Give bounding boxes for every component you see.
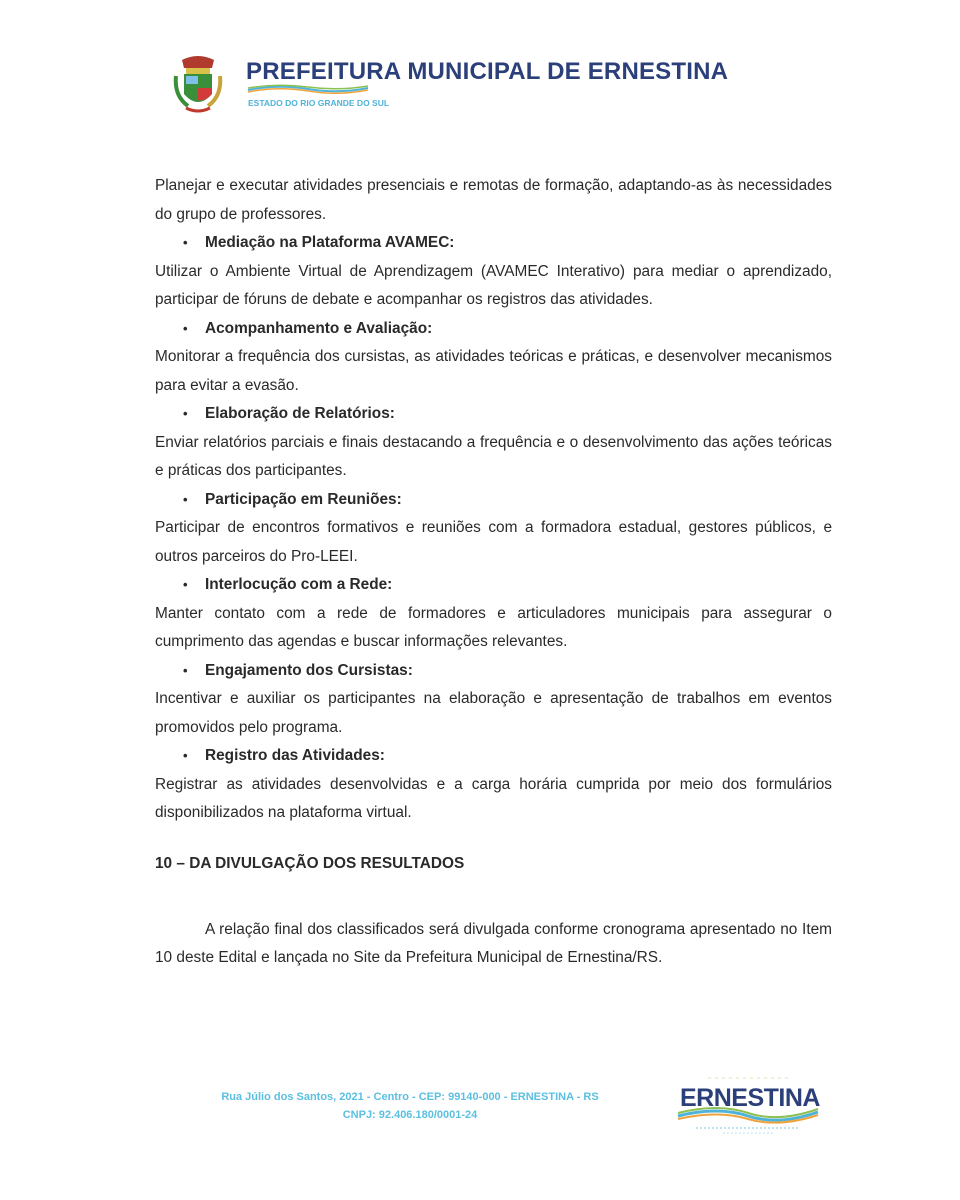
footer-cnpj: CNPJ: 92.406.180/0001-24: [342, 1109, 478, 1121]
item-heading: Interlocução com a Rede:: [205, 576, 393, 593]
intro-paragraph: Planejar e executar atividades presenciais e remotas de formação, adaptando-as às necessidades do grupo de professores.: [155, 177, 832, 223]
bullet-icon: •: [183, 235, 188, 250]
wave-decoration-icon: [248, 84, 368, 94]
footer-address-block: [170, 1088, 650, 1124]
coat-of-arms-icon: [172, 52, 224, 116]
list-item: [155, 400, 832, 486]
item-heading: Acompanhamento e Avaliação:: [205, 319, 433, 337]
list-item: [155, 742, 832, 828]
bullet-icon: •: [183, 662, 188, 678]
list-item: [155, 315, 832, 401]
bullet-icon: •: [183, 406, 188, 421]
item-text: Manter contato com a rede de formadores e articuladores municipais para assegurar o cumprimento das agendas e buscar informações relevantes.: [155, 604, 832, 650]
section-paragraph: A relação final dos classificados será divulgada conforme cronograma apresentado no Item 10 deste Edital e lançada no Site da Prefeitura Municipal de Ernestina/RS.: [155, 920, 832, 966]
item-heading: Elaboração de Relatórios:: [205, 405, 395, 422]
footer-logo: [668, 1072, 828, 1138]
item-text: Incentivar e auxiliar os participantes na elaboração e apresentação de trabalhos em eventos promovidos pelo programa.: [155, 690, 832, 736]
footer-address: Rua Júlio dos Santos, 2021 - Centro - CEP: 99140-000 - ERNESTINA - RS: [221, 1091, 599, 1103]
letterhead: [170, 50, 790, 120]
municipality-title: PREFEITURA MUNICIPAL DE ERNESTINA: [246, 58, 729, 85]
item-text: Utilizar o Ambiente Virtual de Aprendizagem (AVAMEC Interativo) para mediar o aprendizado, participar de fóruns de debate e acompanhar os registros das atividades.: [155, 262, 832, 308]
item-heading: Participação em Reuniões:: [205, 490, 402, 508]
item-text: Registrar as atividades desenvolvidas e a carga horária cumprida por meio dos formulários disponibilizados na plataforma virtual.: [155, 775, 832, 821]
section-heading: 10 – DA DIVULGAÇÃO DOS RESULTADOS: [155, 854, 465, 872]
bullet-icon: •: [183, 577, 188, 592]
item-heading: Registro das Atividades:: [205, 747, 385, 764]
item-heading: Engajamento dos Cursistas:: [205, 661, 413, 679]
list-item: [155, 657, 832, 743]
bullet-icon: •: [183, 748, 188, 763]
list-item: [155, 571, 832, 657]
document-body: [155, 172, 832, 973]
item-text: Monitorar a frequência dos cursistas, as atividades teóricas e práticas, e desenvolver mecanismos para evitar a evasão.: [155, 348, 832, 394]
list-item: [155, 486, 832, 572]
bullet-icon: •: [183, 320, 188, 336]
item-heading: Mediação na Plataforma AVAMEC:: [205, 234, 455, 251]
footer-logo-text: ERNESTINA: [680, 1084, 820, 1112]
item-text: Enviar relatórios parciais e finais destacando a frequência e o desenvolvimento das ações teóricas e práticas dos participantes.: [155, 433, 832, 479]
bullet-icon: •: [183, 491, 188, 507]
state-subtitle: ESTADO DO RIO GRANDE DO SUL: [248, 98, 390, 108]
item-text: Participar de encontros formativos e reuniões com a formadora estadual, gestores públicos, e outros parceiros do Pro-LEEI.: [155, 519, 832, 565]
list-item: [155, 229, 832, 315]
